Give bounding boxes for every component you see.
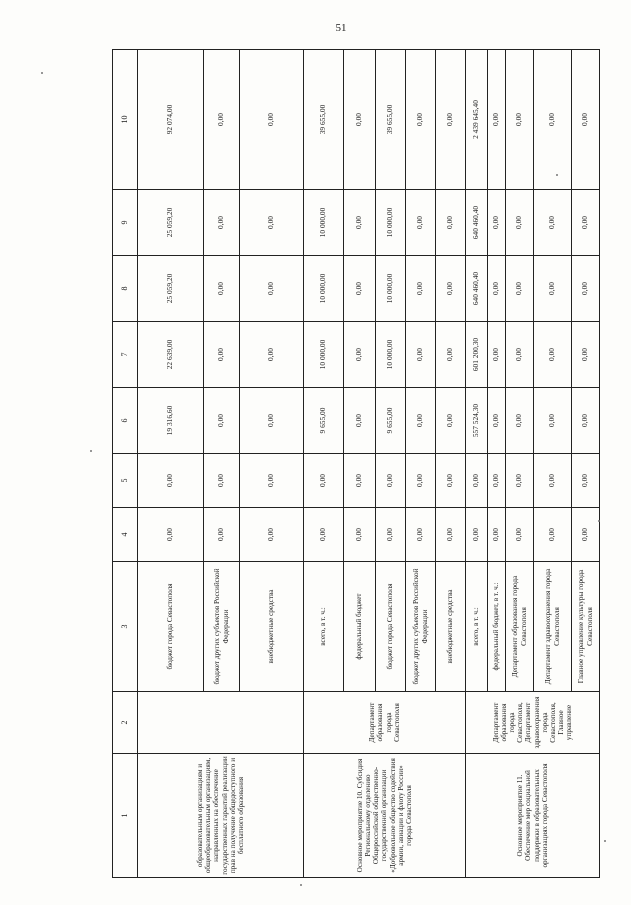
- amount-cell: 0,00: [506, 454, 534, 508]
- amount-cell: 0,00: [436, 454, 466, 508]
- amount-cell: 0,00: [572, 190, 600, 256]
- amount-cell: 10 000,00: [376, 256, 406, 322]
- measure-name-cell: образовательным организациям и общеобразовательным организациям, направленных на обеспечение государственных гарантий реализации прав на получение общедоступного и бесплатного образования: [138, 754, 304, 878]
- amount-cell: 0,00: [506, 388, 534, 454]
- amount-cell: 0,00: [406, 388, 436, 454]
- amount-cell: 9 655,00: [376, 388, 406, 454]
- column-header: 6: [113, 388, 138, 454]
- scan-speck: [604, 840, 606, 842]
- amount-cell: 0,00: [572, 50, 600, 190]
- amount-cell: 25 059,20: [138, 256, 204, 322]
- amount-cell: 0,00: [488, 256, 506, 322]
- amount-cell: 0,00: [488, 322, 506, 388]
- funding-source-cell: бюджет других субъектов Российской Федерации: [204, 562, 240, 692]
- table-row: [466, 50, 488, 878]
- column-header: 9: [113, 190, 138, 256]
- amount-cell: 0,00: [406, 256, 436, 322]
- column-header: 5: [113, 454, 138, 508]
- amount-cell: 0,00: [572, 454, 600, 508]
- amount-cell: 0,00: [406, 50, 436, 190]
- funding-source-cell: внебюджетные средства: [240, 562, 304, 692]
- column-header: 4: [113, 508, 138, 562]
- amount-cell: 10 000,00: [304, 256, 344, 322]
- funding-source-cell: Департамент здравоохранения города Севастополя: [534, 562, 572, 692]
- funding-source-cell: всего, в т. ч.:: [304, 562, 344, 692]
- amount-cell: 0,00: [466, 454, 488, 508]
- amount-cell: 0,00: [304, 454, 344, 508]
- funding-source-cell: Департамент образования города Севастополя: [506, 562, 534, 692]
- scan-speck: [41, 72, 43, 74]
- funding-source-cell: Главное управление культуры города Севастополя: [572, 562, 600, 692]
- amount-cell: 0,00: [204, 50, 240, 190]
- amount-cell: 0,00: [204, 508, 240, 562]
- table-body: [113, 50, 600, 878]
- amount-cell: 0,00: [572, 322, 600, 388]
- amount-cell: 0,00: [204, 454, 240, 508]
- amount-cell: 0,00: [406, 322, 436, 388]
- amount-cell: 0,00: [436, 190, 466, 256]
- amount-cell: 0,00: [240, 256, 304, 322]
- amount-cell: 0,00: [488, 508, 506, 562]
- amount-cell: 0,00: [436, 508, 466, 562]
- amount-cell: 0,00: [406, 190, 436, 256]
- executor-cell: Департамент образования города Севастополя, Департамент здравоохранения города Севастополя, Главное управление: [466, 692, 600, 754]
- table-row: [304, 50, 344, 878]
- amount-cell: 0,00: [534, 50, 572, 190]
- column-header: 7: [113, 322, 138, 388]
- funding-source-cell: бюджет города Севастополя: [138, 562, 204, 692]
- amount-cell: 0,00: [240, 50, 304, 190]
- amount-cell: 601 200,30: [466, 322, 488, 388]
- amount-cell: 0,00: [344, 256, 376, 322]
- amount-cell: 0,00: [204, 388, 240, 454]
- amount-cell: 0,00: [506, 256, 534, 322]
- amount-cell: 0,00: [204, 322, 240, 388]
- scan-speck: [90, 450, 92, 452]
- amount-cell: 557 524,30: [466, 388, 488, 454]
- amount-cell: 0,00: [376, 454, 406, 508]
- amount-cell: 0,00: [304, 508, 344, 562]
- column-header: 3: [113, 562, 138, 692]
- amount-cell: 39 655,00: [304, 50, 344, 190]
- amount-cell: 0,00: [406, 508, 436, 562]
- amount-cell: 25 059,20: [138, 190, 204, 256]
- column-header: 1: [113, 754, 138, 878]
- amount-cell: 9 655,00: [304, 388, 344, 454]
- amount-cell: 92 074,00: [138, 50, 204, 190]
- amount-cell: 0,00: [344, 388, 376, 454]
- measure-name-cell: Основное мероприятие 11. Обеспечение мер социальной поддержки в образовательных организациях города Севастополя: [466, 754, 600, 878]
- amount-cell: 0,00: [436, 388, 466, 454]
- page-number: 51: [335, 22, 347, 34]
- column-header: 2: [113, 692, 138, 754]
- amount-cell: 640 460,40: [466, 190, 488, 256]
- amount-cell: 0,00: [344, 454, 376, 508]
- amount-cell: 0,00: [344, 50, 376, 190]
- amount-cell: 0,00: [204, 256, 240, 322]
- funding-source-cell: федеральный бюджет, в т. ч.:: [488, 562, 506, 692]
- amount-cell: 0,00: [506, 190, 534, 256]
- amount-cell: 0,00: [534, 256, 572, 322]
- amount-cell: 0,00: [204, 190, 240, 256]
- amount-cell: 0,00: [240, 190, 304, 256]
- amount-cell: 10 000,00: [376, 322, 406, 388]
- amount-cell: 0,00: [240, 388, 304, 454]
- amount-cell: 0,00: [572, 256, 600, 322]
- amount-cell: 0,00: [344, 322, 376, 388]
- amount-cell: 19 316,60: [138, 388, 204, 454]
- executor-cell: Департамент образования города Севастополя: [304, 692, 466, 754]
- amount-cell: 0,00: [466, 508, 488, 562]
- amount-cell: 39 655,00: [376, 50, 406, 190]
- rotated-table-container: [112, 50, 594, 878]
- amount-cell: 0,00: [240, 508, 304, 562]
- amount-cell: 10 000,00: [304, 190, 344, 256]
- column-header: 8: [113, 256, 138, 322]
- amount-cell: 0,00: [436, 50, 466, 190]
- amount-cell: 0,00: [240, 454, 304, 508]
- executor-cell: [138, 692, 304, 754]
- amount-cell: 0,00: [506, 508, 534, 562]
- amount-cell: 0,00: [534, 454, 572, 508]
- amount-cell: 2 439 645,40: [466, 50, 488, 190]
- amount-cell: 0,00: [534, 508, 572, 562]
- measure-name-cell: Основное мероприятие 10. Субсидия Региональному отделению Общероссийской общественно-государственной организации «Добровольное общество содействия армии, авиации и флоту России» города Севастополя: [304, 754, 466, 878]
- amount-cell: 0,00: [534, 190, 572, 256]
- amount-cell: 0,00: [344, 508, 376, 562]
- amount-cell: 0,00: [406, 454, 436, 508]
- funding-source-cell: бюджет других субъектов Российской Федерации: [406, 562, 436, 692]
- amount-cell: 0,00: [572, 388, 600, 454]
- amount-cell: 0,00: [534, 322, 572, 388]
- amount-cell: 640 460,40: [466, 256, 488, 322]
- amount-cell: 22 639,00: [138, 322, 204, 388]
- amount-cell: 10 000,00: [304, 322, 344, 388]
- amount-cell: 0,00: [488, 50, 506, 190]
- amount-cell: 0,00: [488, 454, 506, 508]
- column-header: 10: [113, 50, 138, 190]
- amount-cell: 0,00: [488, 190, 506, 256]
- amount-cell: 0,00: [436, 256, 466, 322]
- header-row: [113, 50, 138, 878]
- table-frame: [112, 50, 594, 878]
- amount-cell: 0,00: [376, 508, 406, 562]
- amount-cell: 0,00: [506, 50, 534, 190]
- funding-source-cell: федеральный бюджет: [344, 562, 376, 692]
- table-row: [138, 50, 204, 878]
- amount-cell: 10 000,00: [376, 190, 406, 256]
- scan-speck: [300, 884, 302, 886]
- amount-cell: 0,00: [138, 508, 204, 562]
- funding-source-cell: внебюджетные средства: [436, 562, 466, 692]
- funding-source-cell: всего, в т. ч.:: [466, 562, 488, 692]
- amount-cell: 0,00: [436, 322, 466, 388]
- scan-speck: [556, 174, 558, 176]
- funding-source-cell: бюджет города Севастополя: [376, 562, 406, 692]
- amount-cell: 0,00: [488, 388, 506, 454]
- amount-cell: 0,00: [344, 190, 376, 256]
- amount-cell: 0,00: [534, 388, 572, 454]
- scan-speck: [598, 520, 600, 522]
- amount-cell: 0,00: [138, 454, 204, 508]
- amount-cell: 0,00: [506, 322, 534, 388]
- amount-cell: 0,00: [572, 508, 600, 562]
- budget-table: [112, 49, 600, 878]
- amount-cell: 0,00: [240, 322, 304, 388]
